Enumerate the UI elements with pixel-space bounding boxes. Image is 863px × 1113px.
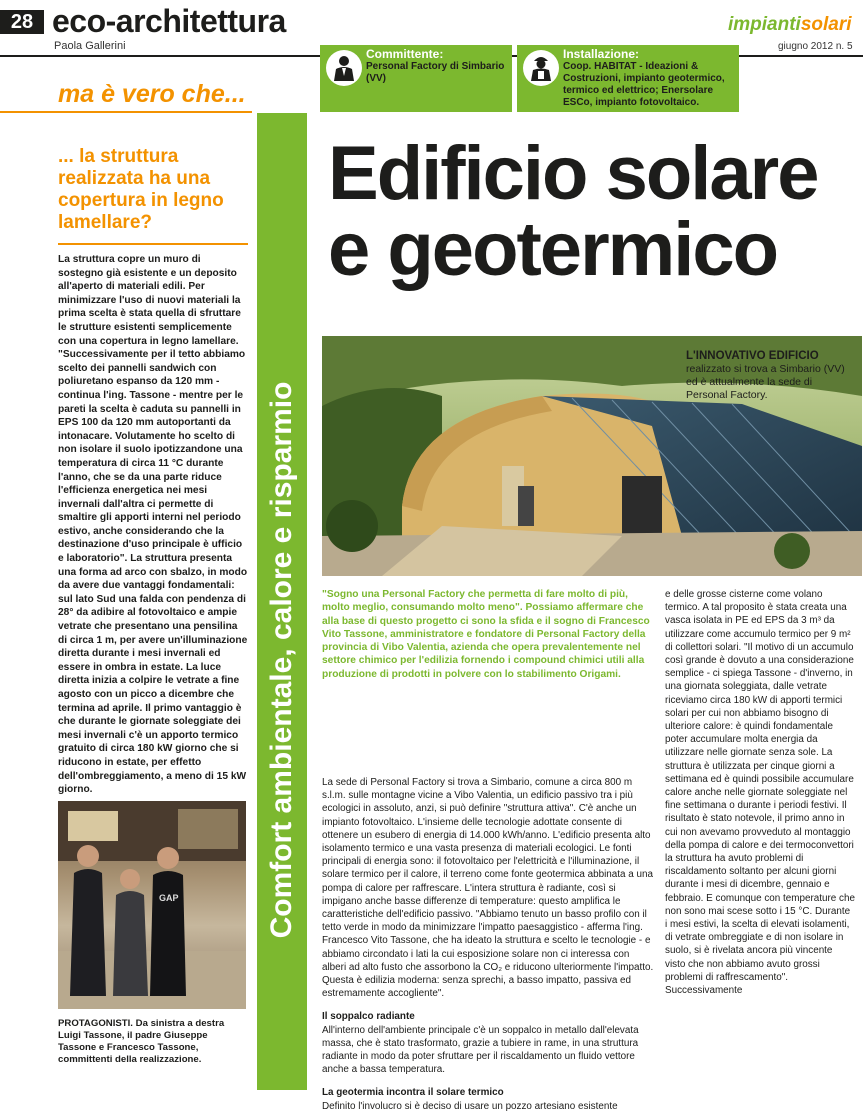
article-lead: "Sogno una Personal Factory che permetta di fare molto di più, molto meglio, consumando molto meno". Possiamo affermare che alla base di questo progetto ci sono la sfida e il sogno di Francesco Vito Tassone, amministratore e fondatore di Personal Factory della provincia di Vibo Valentia, azienda che opera prevalentemente nel settore chimico per l'edilizia fornendo i compound chimici utili alla produzione di prodotti in polvere con lo stabilimento Origami. <box>322 589 650 680</box>
magazine-logo <box>728 14 852 36</box>
sidebar-rule <box>58 243 248 245</box>
client-box <box>320 45 512 112</box>
client-text: Personal Factory di Simbario (VV) <box>366 61 505 84</box>
installation-text: Coop. HABITAT - Ideazioni & Costruzioni, impianto geotermico, termico ed elettrico; Enersolare ESCo, impianto fotovoltaico. <box>563 61 725 108</box>
logo-part-solari: solari <box>800 14 852 35</box>
kicker: ma è vero che... <box>58 80 246 108</box>
building-caption <box>686 350 856 402</box>
installation-title: Installazione: <box>563 47 640 61</box>
page-number: 28 <box>0 10 44 34</box>
subheading-geotermia: La geotermia incontra il solare termico <box>322 1087 504 1099</box>
installation-box <box>517 45 739 112</box>
title-line-1: Edificio solare <box>328 131 818 216</box>
client-title: Committente: <box>366 47 444 61</box>
client-icon <box>326 50 362 86</box>
protagonists-photo <box>58 801 246 1009</box>
article-body <box>322 776 654 1113</box>
issue-date: giugno 2012 n. 5 <box>778 41 853 52</box>
kicker-rule <box>0 111 252 113</box>
article-title <box>328 131 848 292</box>
worker-icon <box>523 50 559 86</box>
logo-part-impianti: impianti <box>728 14 801 35</box>
building-caption-text: realizzato si trova a Simbario (VV) ed è attualmente la sede di Personal Factory. <box>686 363 845 401</box>
sidebar-question: ... la struttura realizzata ha una copertura in legno lamellare? <box>58 146 224 233</box>
sidebar-body: La struttura copre un muro di sostegno già esistente e un deposito all'aperto di materiali edili. Per minimizzare l'uso di nuovi materiali la prima scelta è stata quella di sfruttare le strutture esistenti semplicemente con una copertura in legno lamellare. "Successivamente per il tetto abbiamo scelto dei pannelli sandwich con poliuretano espanso da 120 mm - continua l'ing. Tassone - mentre per le pareti la scelta è caduta su pannelli in EPS 100 da 120 mm autoportanti da intonacare. Volutamente ho scelto di non isolare il suolo ipotizzandone una temperatura di circa 11 °C durante l'anno, che se da una parte riduce l'efficienza energetica nei mesi invernali dall'altra ci permette di smaltire gli apporti interni nel periodo estivo, anche considerando che la destinazione d'uso principale è ufficio e laboratorio". La struttura presenta una forma ad arco con sbalzo, in modo da avere due vantaggi fondamentali: sul lato Sud una falda con pendenza di 28° da adibire al fotovoltaico e ampie vetrate che presentano una pensilina di circa 1 m, per avere un'illuminazione diretta durante i mesi invernali ed essere in ombra in estate. La luce diretta inizia a colpire le vetrate a fine agosto con un picco a dicembre che termina ad aprile. Il primo vantaggio è che durante le giornate soleggiate dei mesi invernali c'è un apporto termico gratuito di circa 180 kW giorno che si riducono in estate, per effetto dell'ombreggiamento, a meno di 15 kW giorno. <box>58 254 248 796</box>
building-caption-title: L'INNOVATIVO EDIFICIO <box>686 350 819 362</box>
author: Paola Gallerini <box>54 40 126 52</box>
section-title: eco-architettura <box>52 3 286 39</box>
paragraph-3: Definito l'involucro si è deciso di usare un pozzo artesiano esistente <box>322 1100 618 1112</box>
subheading-soppalco: Il soppalco radiante <box>322 1011 415 1023</box>
article-column-3: e delle grosse cisterne come volano termico. A tal proposito è stata creata una vasca isolata in PE ed EPS da 3 m³ da utilizzare come accumulo termico per 9 m² di collettori solari. "Il motivo di un accumulo così grande è dovuto a una considerazione semplice - ci spiega Tassone - d'inverno, in una giornata soleggiata, dalle vetrate riceviamo circa 180 kW di apporti termici solari per cui non abbiamo bisogno di ulteriore calore: è quindi fondamentale poter accumulare molta energia da utilizzare nelle giornate senza sole. La struttura è utilizzata per cinque giorni a settimana ed è quindi possibile accumulare calore anche nelle giornate soleggiate nel fine settimana o durante i periodi festivi. Il risultato è stato notevole, il primo anno in cui non avevamo provveduto al montaggio della pompa di calore e dei termoconvettori la struttura ha avuto problemi di riscaldamento soltanto per alcuni giorni durante i mesi di dicembre, gennaio e febbraio. E comunque con temperature che non sono mai scese sotto i 15 °C. Durante i mesi estivi, la scelta di elevati isolamenti, di vetrate ombreggiate e di non isolare in suolo, si è rivelata ancora più vincente visto che non abbiamo avuto grossi problemi di raffrescamento". Successivamente <box>665 589 855 997</box>
paragraph-2: All'interno dell'ambiente principale c'è un soppalco in metallo dall'elevata massa, che è stato trasformato, grazie a tubiere in rame, in una struttura radiante in modo da poter sfruttare per il riscaldamento un fluido vettore anche a bassa temperatura. <box>322 1024 639 1076</box>
protagonists-caption: PROTAGONISTI. Da sinistra a destra Luigi Tassone, il padre Giuseppe Tassone e Francesco Tassone, committenti della realizzazione. <box>58 1018 225 1065</box>
svg-text:GAP: GAP <box>159 893 179 903</box>
vertical-title-text: Comfort ambientale, calore e risparmio <box>265 381 298 939</box>
title-line-2: e geotermico <box>328 207 778 292</box>
paragraph-1: La sede di Personal Factory si trova a Simbario, comune a circa 800 m s.l.m. sulle montagne vicine a Vibo Valentia, un edificio passivo tra i più ecologici in assoluto, anzi, si può definire "struttura attiva". C'è anche un impianto fotovoltaico. L'insieme delle tecnologie adottate consente di ottenere un esubero di energia di 14.000 kWh/anno. L'edificio presenta alto isolamento termico e una vasta presenza di materiali ecologici. Le fonti principali di energia sono: il fotovoltaico per l'elettricità e l'illuminazione, il solare termico per il calore, il terreno come fonte geotermica abbinata a una pompa di calore per raffrescare. L'intera struttura è radiante, così si impigano anche basse differenze di temperature: questo amplifica le caratteristiche dell'edificio passivo. "Abbiamo tenuto un basso profilo con il tetto verde in modo da minimizzare l'impatto paesaggistico - afferma l'ing. Francesco Vito Tassone, che ha ideato la struttura e scelto le tecnologie - e abbiamo circondato i lati la cui esposizione solare non ci interessa con alberi ad alto fusto che assorbono la CO₂ e riducono ulteriormente l'impatto. Questa è edilizia moderna: senza sprechi, a basso impatto, passiva ed estremamente accogliente". <box>322 777 654 1000</box>
